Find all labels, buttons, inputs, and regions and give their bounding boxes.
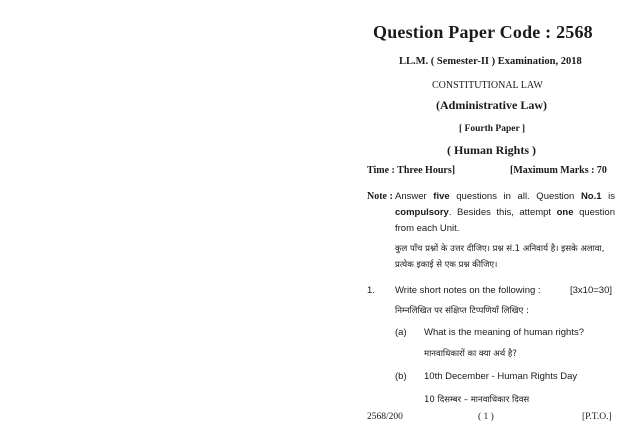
subquestion-b-text: 10th December - Human Rights Day	[424, 371, 578, 382]
note-instructions-hindi: कुल पाँच प्रश्नों के उत्तर दीजिए। प्रश्न सं.1 अनिवार्य है। इसके अलावा, प्रत्येक इकाई से एक प्रश्न कीजिए।	[395, 244, 605, 270]
note-instructions: Answer five questions in all. Question No.1 is compulsory. Besides this, attempt one question from each Unit.	[395, 191, 615, 234]
question-marks: [3x10=30]	[570, 285, 612, 296]
paper-number: [ Fourth Paper ]	[459, 124, 526, 134]
footer-pto: [P.T.O.]	[582, 412, 612, 422]
subquestion-b-label: (b)	[395, 371, 407, 382]
question-text-hindi: निम्नलिखित पर संक्षिप्त टिप्पणियाँ लिखिए :	[395, 306, 529, 316]
footer-paper-id: 2568/200	[367, 412, 403, 422]
subquestion-a-text: What is the meaning of human rights?	[424, 327, 585, 338]
question-number: 1.	[367, 285, 375, 296]
subject-title: CONSTITUTIONAL LAW	[432, 80, 543, 91]
maximum-marks: [Maximum Marks : 70	[510, 165, 607, 176]
question-text: Write short notes on the following :	[395, 285, 541, 296]
question-paper-code: Question Paper Code : 2568	[373, 22, 593, 42]
note-label: Note :	[367, 191, 393, 202]
subquestion-a-hindi: मानवाधिकारों का क्या अर्थ है?	[424, 349, 517, 359]
subquestion-b-hindi: 10 दिसम्बर – मानवाधिकार दिवस	[424, 395, 530, 405]
subquestion-a-label: (a)	[395, 327, 407, 338]
footer-page-number: ( 1 )	[478, 412, 494, 422]
paper-title: (Administrative Law)	[436, 98, 547, 112]
time-allowed: Time : Three Hours]	[367, 165, 456, 176]
exam-title: LL.M. ( Semester-II ) Examination, 2018	[399, 56, 582, 67]
topic-title: ( Human Rights )	[447, 143, 537, 157]
